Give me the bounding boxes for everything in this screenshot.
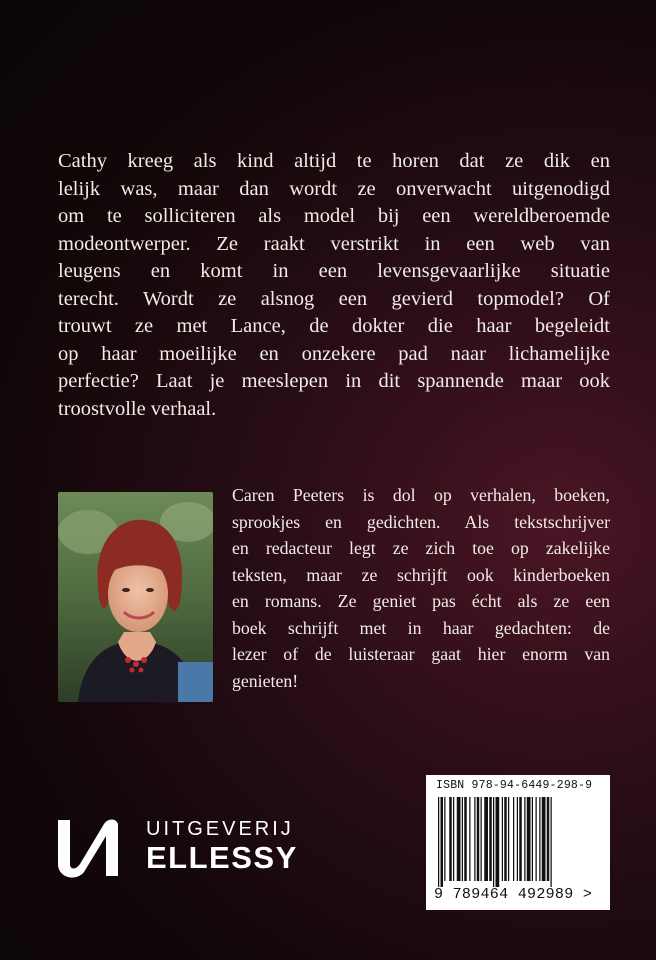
barcode-digits: 9 789464 492989 > xyxy=(434,886,593,903)
bio-line: en redacteur legt ze zich toe op zakelijke xyxy=(232,538,610,558)
bio-line: sprookjes en gedichten. Als tekstschrijver xyxy=(232,511,610,532)
barcode-bars xyxy=(426,795,610,887)
publisher-label: UITGEVERIJ xyxy=(146,818,294,840)
blurb-line: modeontwerper. Ze raakt verstrikt in een web van xyxy=(58,232,610,255)
author-photo xyxy=(58,492,213,702)
bio-line: lezer of de luisteraar gaat hier enorm van xyxy=(232,644,610,664)
bio-line: teksten, maar ze schrijft ook kinderboeken xyxy=(232,564,610,585)
bio-line: en romans. Ze geniet pas écht als ze een xyxy=(232,591,610,611)
author-bio xyxy=(232,482,610,694)
blurb-line: om te solliciteren als model bij een wereldberoemde xyxy=(58,205,610,227)
blurb-line: op haar moeilijke en onzekere pad naar lichamelijke xyxy=(58,342,610,365)
cover-blurb xyxy=(58,148,610,423)
blurb-line: trouwt ze met Lance, de dokter die haar begeleidt xyxy=(58,315,610,337)
bio-line: genieten! xyxy=(232,670,299,691)
blurb-line: leugens en komt in een levensgevaarlijke situatie xyxy=(58,260,610,282)
bio-line: boek schrijft met in haar gedachten: de xyxy=(232,617,610,638)
publisher-logo xyxy=(56,818,316,878)
blurb-line: terecht. Wordt ze alsnog een gevierd topmodel? Of xyxy=(58,287,610,310)
blurb-line: Cathy kreeg als kind altijd te horen dat ze dik en xyxy=(58,150,610,172)
isbn-barcode xyxy=(426,775,610,910)
blurb-line: perfectie? Laat je meeslepen in dit spannende maar ook xyxy=(58,370,610,392)
blurb-line: troostvolle verhaal. xyxy=(58,397,217,420)
publisher-logo-icon xyxy=(56,818,136,878)
blurb-line: lelijk was, maar dan wordt ze onverwacht uitgenodigd xyxy=(58,177,610,200)
bio-line: Caren Peeters is dol op verhalen, boeken, xyxy=(232,485,610,505)
author-section xyxy=(58,482,610,707)
isbn-label: ISBN 978-94-6449-298-9 xyxy=(436,779,593,792)
publisher-name: ELLESSY xyxy=(146,840,298,875)
